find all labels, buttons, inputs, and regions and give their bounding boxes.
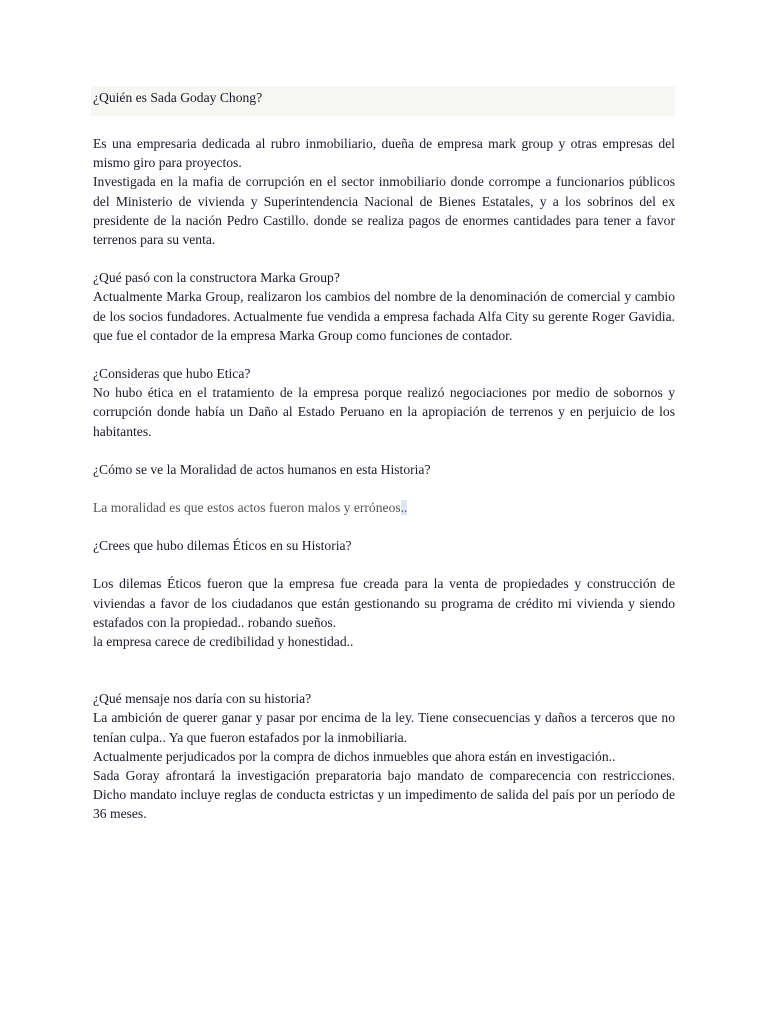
paragraph-3: Actualmente Marka Group, realizaron los cambios del nombre de la denominación de comercial y cambio de los socios fundadores. Actualmente fue vendida a empresa fachada Alfa City su gerente Roger Gavidia. que fue el contador de la empresa Marka Group como funciones de contador.: [93, 289, 675, 343]
document-body: [93, 86, 675, 824]
paragraph-5: [93, 498, 675, 517]
paragraph-2: Investigada en la mafia de corrupción en el sector inmobiliario donde corrompe a funcionarios públicos del Ministerio de vivienda y Superintendencia Nacional de Bienes Estatales, y a los sobrinos del ex presidente de la nación Pedro Castillo. donde se realiza pagos de enormes cantidades para tener a favor terrenos para su venta.: [93, 174, 675, 248]
question-4: ¿Cómo se ve la Moralidad de actos humanos en esta Historia?: [93, 461, 431, 477]
paragraph-4: No hubo ética en el tratamiento de la empresa porque realizó negociaciones por medio de sobornos y corrupción donde había un Daño al Estado Peruano en la apropiación de terrenos y en perjuicio de los habitantes.: [93, 385, 675, 439]
text-selection-highlight: ..: [400, 500, 408, 516]
question-1: ¿Quién es Sada Goday Chong?: [93, 90, 263, 105]
paragraph-7: la empresa carece de credibilidad y honestidad..: [93, 634, 354, 650]
question-2: ¿Qué pasó con la constructora Marka Group?: [93, 270, 340, 286]
paragraph-9: Actualmente perjudicados por la compra de dichos inmuebles que ahora están en investigación..: [93, 748, 616, 764]
question-6: ¿Qué mensaje nos daría con su historia?: [93, 691, 312, 707]
question-5: ¿Crees que hubo dilemas Éticos en su Historia?: [93, 538, 352, 554]
paragraph-8: La ambición de querer ganar y pasar por encima de la ley. Tiene consecuencias y daños a terceros que no tenían culpa.. Ya que fueron estafados por la inmobiliaria.: [93, 710, 675, 745]
question-1-band: [91, 86, 675, 116]
paragraph-10: Sada Goray afrontará la investigación preparatoria bajo mandato de comparecencia con restricciones. Dicho mandato incluye reglas de conducta estrictas y un impedimento de salida del país por un período de 36 meses.: [93, 768, 675, 822]
paragraph-6: Los dilemas Éticos fueron que la empresa fue creada para la venta de propiedades y construcción de viviendas a favor de los ciudadanos que están gestionando su programa de crédito mi vivienda y siendo estafados con la propiedad.. robando sueños.: [93, 576, 675, 630]
paragraph-1: Es una empresaria dedicada al rubro inmobiliario, dueña de empresa mark group y otras empresas del mismo giro para proyectos.: [93, 136, 675, 171]
paragraph-5-text: La moralidad es que estos actos fueron malos y erróneos: [93, 500, 401, 516]
question-3: ¿Consideras que hubo Etica?: [93, 366, 251, 382]
